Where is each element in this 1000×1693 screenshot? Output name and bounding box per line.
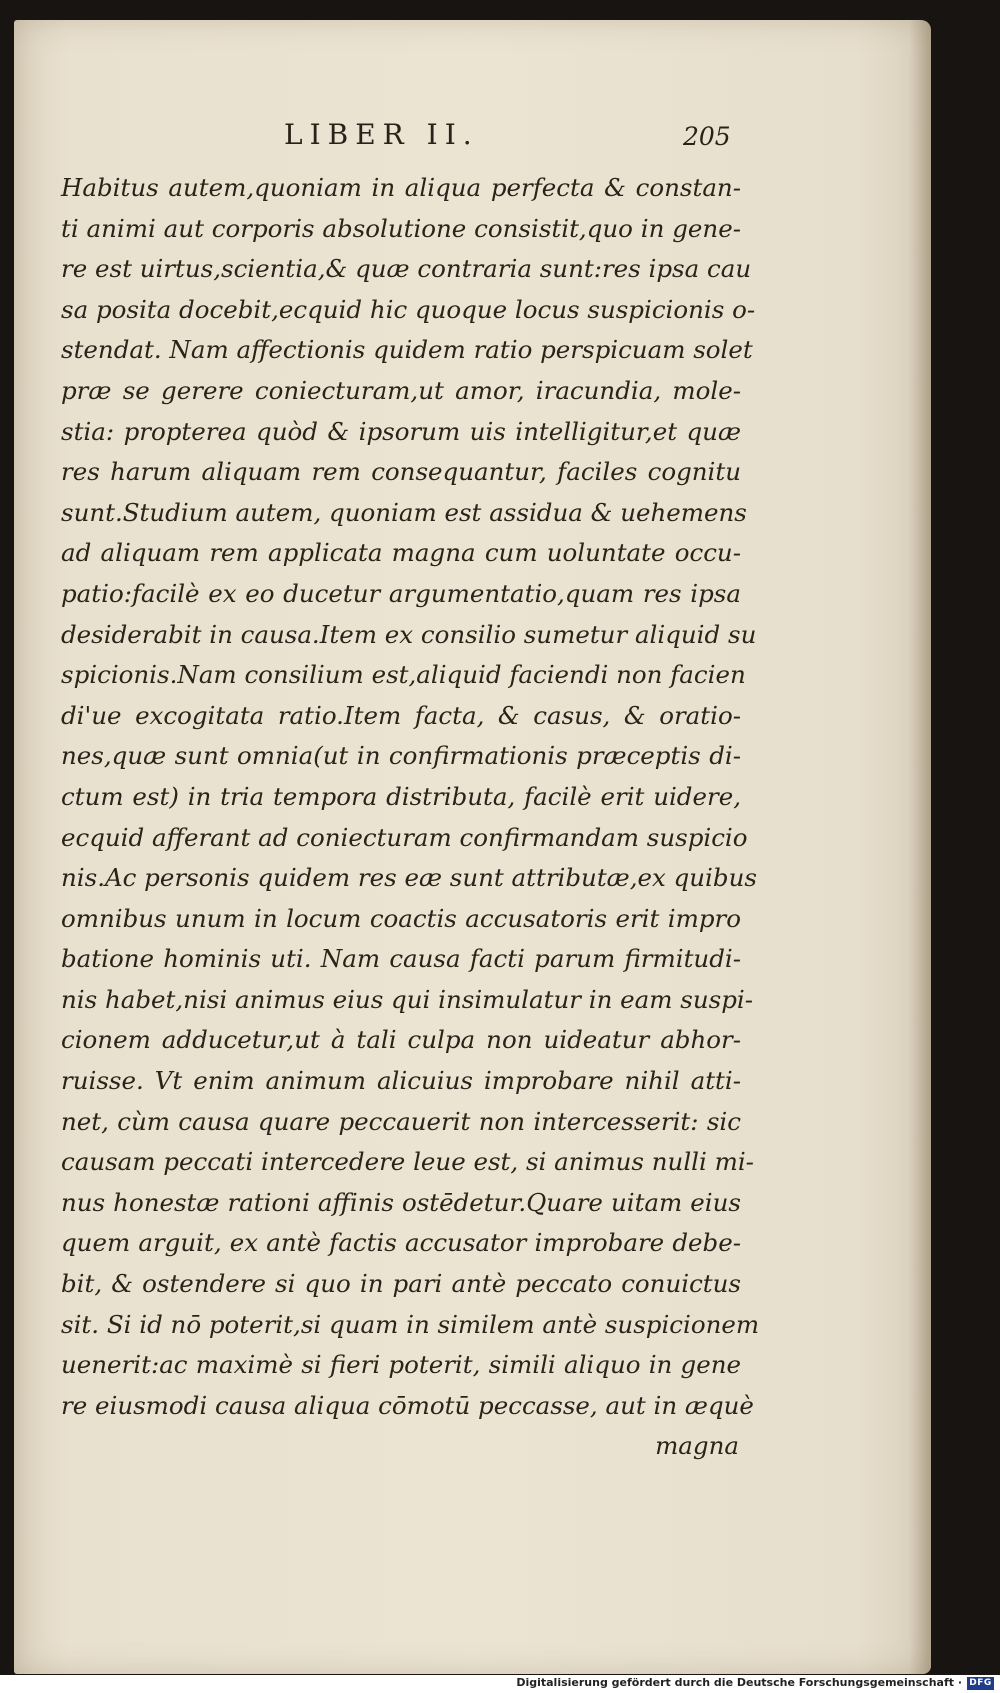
catchword: magna: [655, 1431, 739, 1461]
text-line: quem arguit, ex antè factis accusator improbare debe-: [61, 1228, 741, 1258]
text-line: ecquid afferant ad coniecturam confirmandam suspicio: [61, 822, 748, 852]
text-line: patio:facilè ex eo ducetur argumentatio,quam res ipsa: [61, 578, 741, 608]
page-edge-shadow: [909, 20, 931, 1674]
text-line: res harum aliquam rem consequantur, faciles cognitu: [61, 457, 741, 487]
text-line: ad aliquam rem applicata magna cum uoluntate occu-: [61, 538, 741, 568]
dfg-logo-icon: DFG: [967, 1677, 994, 1690]
text-line: Habitus autem,quoniam in aliqua perfecta & constan-: [61, 173, 741, 202]
body-text: [61, 168, 760, 1467]
text-line: sa posita docebit,ecquid hic quoque locus suspicionis o-: [61, 294, 756, 324]
text-line: cionem adducetur,ut à tali culpa non uideatur abhor-: [61, 1025, 741, 1055]
text-line: ruisse. Vt enim animum alicuius improbare nihil atti-: [61, 1066, 741, 1096]
text-line: nis habet,nisi animus eius qui insimulatur in eam suspi-: [61, 984, 753, 1014]
running-title: LIBER II.: [284, 118, 479, 151]
book-page: [14, 20, 931, 1674]
text-line: nis.Ac personis quidem res eæ sunt attributæ,ex quibus: [61, 863, 757, 893]
text-line: stendat. Nam affectionis quidem ratio perspicuam solet: [61, 335, 753, 365]
page-number: 205: [683, 122, 731, 151]
text-line: omnibus unum in locum coactis accusatoris erit impro: [61, 903, 741, 933]
text-line: sit. Si id nō poterit,si quam in similem antè suspicionem: [61, 1309, 760, 1339]
text-line: stia: propterea quòd & ipsorum uis intelligitur,et quæ: [61, 416, 741, 446]
text-line: uenerit:ac maximè si fieri poterit, simili aliquo in gene: [61, 1350, 741, 1380]
text-line: bit, & ostendere si quo in pari antè peccato conuictus: [61, 1269, 741, 1299]
text-line: desiderabit in causa.Item ex consilio sumetur aliquid su: [61, 619, 757, 649]
digitization-footer: [0, 1675, 1000, 1693]
running-head: [14, 118, 931, 158]
text-line: net, cùm causa quare peccauerit non intercesserit: sic: [61, 1106, 741, 1136]
text-line: re est uirtus,scientia,& quæ contraria sunt:res ipsa cau: [61, 254, 752, 284]
text-line: nus honestæ rationi affinis ostēdetur.Quare uitam eius: [61, 1187, 741, 1217]
text-line: causam peccati intercedere leue est, si animus nulli mi-: [61, 1147, 754, 1177]
funding-credit: Digitalisierung gefördert durch die Deutsche Forschungsgemeinschaft ·: [516, 1676, 962, 1689]
text-line: spicionis.Nam consilium est,aliquid faciendi non facien: [61, 660, 746, 690]
text-line: nes,quæ sunt omnia(ut in confirmationis præceptis di-: [61, 741, 741, 771]
text-line: di'ue excogitata ratio.Item facta, & casus, & oratio-: [61, 700, 741, 730]
text-line: re eiusmodi causa aliqua cōmotū peccasse, aut in æquè: [61, 1390, 754, 1420]
text-line: ti animi aut corporis absolutione consistit,quo in gene-: [61, 213, 741, 243]
text-line: præ se gerere coniecturam,ut amor, iracundia, mole-: [61, 375, 741, 405]
text-line: sunt.Studium autem, quoniam est assidua & uehemens: [61, 497, 747, 527]
text-line: ctum est) in tria tempora distributa, facilè erit uidere,: [61, 781, 741, 811]
text-line: batione hominis uti. Nam causa facti parum firmitudi-: [61, 944, 741, 974]
